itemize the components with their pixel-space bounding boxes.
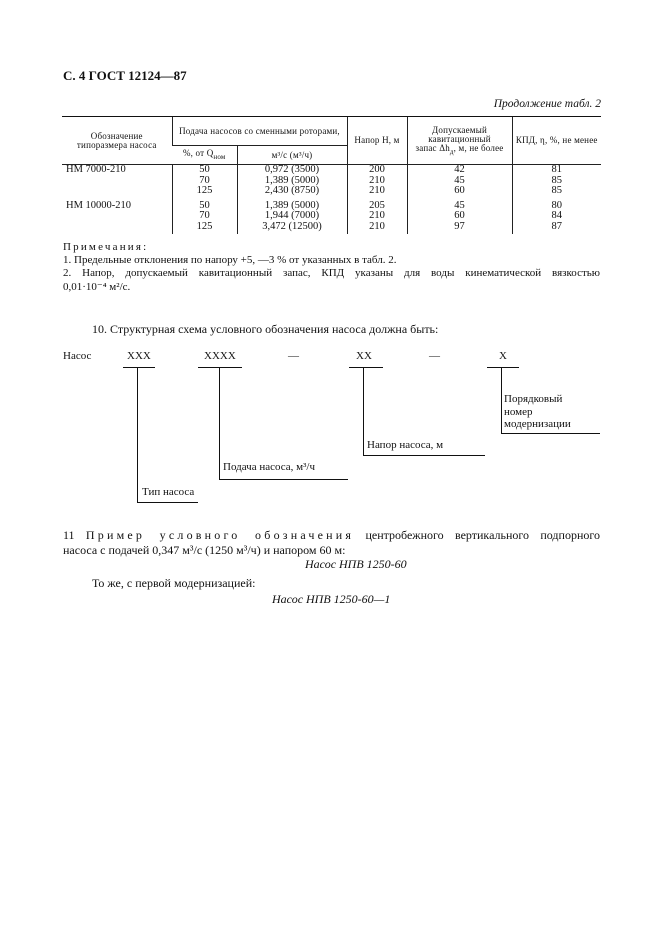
desc-modernization-1: Порядковый — [504, 393, 563, 405]
underline-head — [349, 367, 383, 368]
desc-type-line — [137, 502, 198, 503]
header-npsh: Допускаемый кавитационный запас $\Delta h_д$, м, не более — [407, 117, 512, 165]
desc-head-line — [363, 455, 485, 456]
section-11-text: 11 Пример условного обозначения центробежного вертикального подпорного — [63, 528, 601, 542]
note-1: 1. Предельные отклонения по напору +5, —3 % от указанных в табл. 2. — [63, 254, 397, 266]
header-flow-group: Подача насосов со сменными роторами, — [172, 117, 347, 146]
header-designation: Обозначение типоразмера насоса — [62, 117, 172, 165]
example-designation-1: Насос НПВ 1250-60 — [305, 557, 407, 571]
section-11-continuation: насоса с подачей 0,347 м³/с (1250 м³/ч) и напором 60 м: — [63, 543, 346, 557]
header-head: Напор H, м — [347, 117, 407, 165]
note-2: 2. Напор, допускаемый кавитационный запас, КПД указаны для воды кинематической вязкостью — [63, 267, 600, 279]
leader-head — [363, 367, 364, 455]
leader-flow — [219, 367, 220, 479]
note-2-continuation: 0,01·10⁻⁴ м²/с. — [63, 281, 131, 293]
scheme-part-flow: XXXX — [204, 350, 236, 362]
scheme-label: Насос — [63, 350, 92, 362]
table-row: 70 1,389 (5000) 210 45 85 — [62, 176, 601, 187]
modernization-text: То же, с первой модернизацией: — [92, 576, 256, 590]
scheme-part-modernization: X — [499, 350, 507, 362]
scheme-dash-1: — — [288, 350, 299, 362]
section-10-text: 10. Структурная схема условного обозначения насоса должна быть: — [92, 322, 439, 336]
header-efficiency: КПД, η, %, не менее — [512, 117, 601, 165]
header-flow-units: м³/с (м³/ч) — [237, 146, 347, 165]
underline-flow — [198, 367, 242, 368]
desc-flow-line — [219, 479, 348, 480]
table-continuation-label: Продолжение табл. 2 — [493, 98, 601, 110]
header-flow-percent: %, от $Q_{ном}$ — [172, 146, 237, 165]
desc-modernization-line — [501, 433, 600, 434]
table-row: 125 2,430 (8750) 210 60 85 — [62, 186, 601, 197]
notes-title: Примечания: — [63, 241, 149, 253]
page-header: С. 4 ГОСТ 12124—87 — [63, 68, 187, 83]
table-row: НМ 7000-210 50 0,972 (3500) 200 42 81 — [62, 165, 601, 176]
desc-head: Напор насоса, м — [367, 439, 444, 451]
table-row: 125 3,472 (12500) 210 97 87 — [62, 222, 601, 235]
example-designation-2: Насос НПВ 1250-60—1 — [272, 592, 391, 606]
leader-type — [137, 367, 138, 502]
desc-modernization-3: модернизации — [504, 418, 571, 430]
underline-modernization — [487, 367, 519, 368]
scheme-part-head: XX — [356, 350, 372, 362]
pump-specs-table — [62, 116, 601, 234]
leader-modernization — [501, 367, 502, 433]
table-row: НМ 10000-210 50 1,389 (5000) 205 45 80 — [62, 197, 601, 212]
desc-flow: Подача насоса, м³/ч — [223, 461, 316, 473]
desc-modernization-2: номер — [504, 406, 533, 418]
table-row: 70 1,944 (7000) 210 60 84 — [62, 211, 601, 222]
desc-type: Тип насоса — [142, 486, 195, 498]
underline-type — [123, 367, 155, 368]
scheme-dash-2: — — [429, 350, 440, 362]
scheme-part-type: XXX — [127, 350, 151, 362]
